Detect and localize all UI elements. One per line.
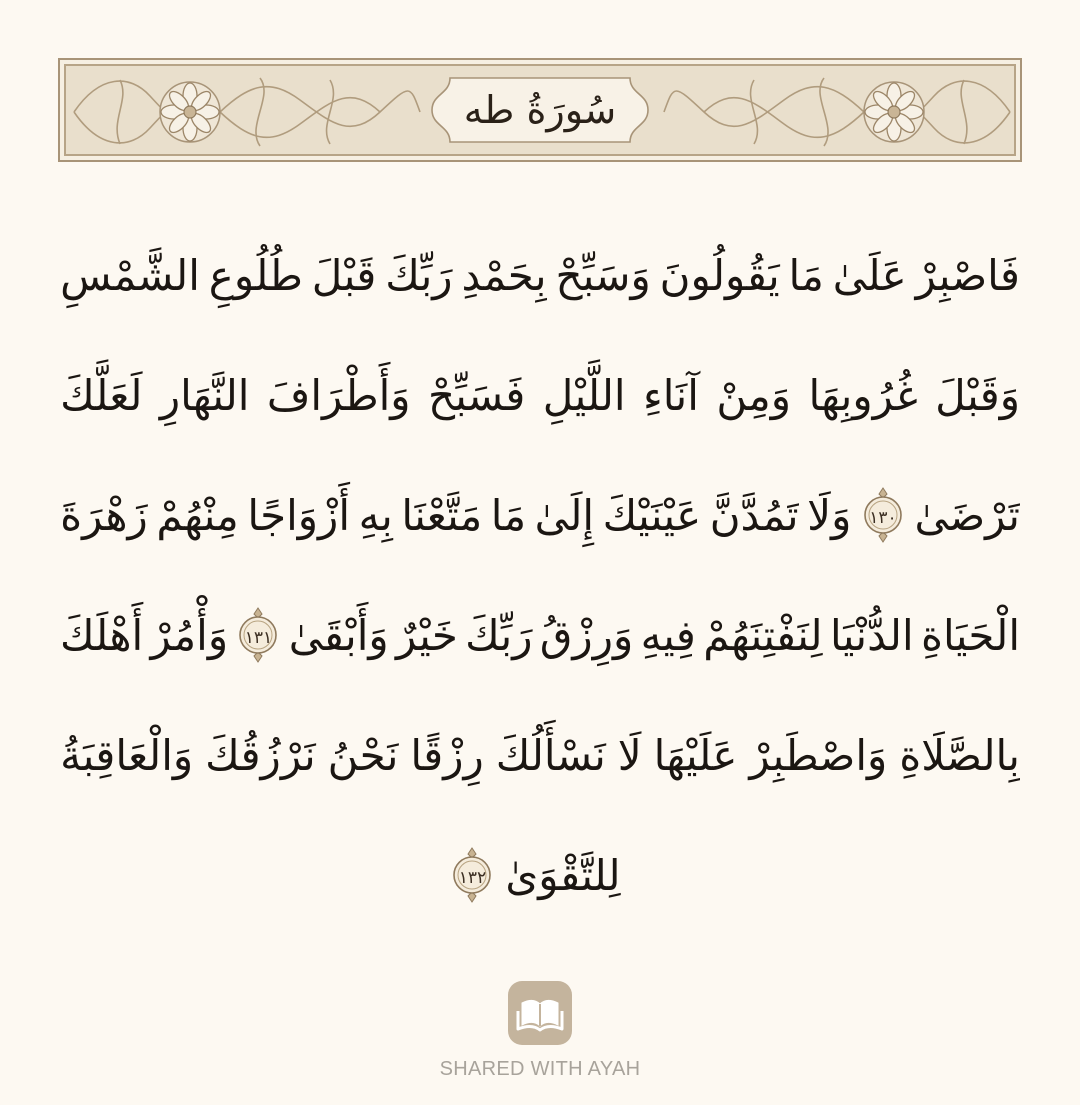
- verse-word: زَهْرَةَ: [60, 490, 148, 540]
- verse-word: رِزْقًا: [410, 730, 484, 780]
- verse-word: رَبِّكَ: [465, 610, 533, 660]
- verse-word: بِهِ: [358, 490, 393, 540]
- verse-word: وَلَا: [807, 490, 852, 540]
- verse-word: فِيهِ: [640, 610, 696, 660]
- verse-word: الدُّنْيَا: [829, 610, 914, 660]
- ayah-number: ١٣٢: [458, 868, 487, 888]
- verse-word: أَهْلَكَ: [60, 610, 144, 660]
- verse-word: مَتَّعْنَا: [401, 490, 483, 540]
- verse-word: نَرْزُقُكَ: [205, 730, 316, 780]
- verse-word: وَمِنْ: [716, 370, 792, 420]
- verse-line-3: [60, 455, 1020, 575]
- verse-word: وَأْمُرْ: [150, 610, 229, 660]
- verse-word: عَلَىٰ: [832, 250, 907, 300]
- verse-line-6: [60, 815, 1020, 935]
- verse-word: قَبْلَ: [311, 250, 377, 300]
- verse-word: نَسْأَلُكَ: [495, 730, 606, 780]
- right-rosette-icon: [864, 82, 924, 142]
- verse-word: الشَّمْسِ: [60, 250, 200, 300]
- ayah-marker-132: [449, 846, 495, 904]
- verse-word: غُرُوبِهَا: [808, 370, 918, 420]
- verse-word: عَلَيْهَا: [653, 730, 738, 780]
- verse-word: تَرْضَىٰ: [914, 490, 1020, 540]
- verse-word: لَا: [617, 730, 642, 780]
- verse-word: نَحْنُ: [327, 730, 399, 780]
- verse-word: وَاصْطَبِرْ: [749, 730, 888, 780]
- verse-word: مَا: [788, 250, 824, 300]
- verse-word: وَسَبِّحْ: [555, 250, 651, 300]
- surah-title: سُورَةُ طه: [463, 88, 617, 132]
- verse-word: طُلُوعِ: [208, 250, 303, 300]
- verse-word: مِنْهُمْ: [156, 490, 239, 540]
- ayah-marker-131: [235, 606, 281, 664]
- verse-word: إِلَىٰ: [534, 490, 595, 540]
- verse-word: يَقُولُونَ: [659, 250, 780, 300]
- verse-word: لِلتَّقْوَىٰ: [505, 850, 621, 900]
- verse-line-1: [60, 215, 1020, 335]
- verse-word: وَالْعَاقِبَةُ: [60, 730, 194, 780]
- verse-word: مَا: [490, 490, 527, 540]
- verse-word: وَأَبْقَىٰ: [288, 610, 389, 660]
- verse-word: الْحَيَاةِ: [920, 610, 1020, 660]
- verse-word: اللَّيْلِ: [542, 370, 626, 420]
- verse-word: وَرِزْقُ: [539, 610, 634, 660]
- verse-word: رَبِّكَ: [385, 250, 453, 300]
- verse-line-2: [60, 335, 1020, 455]
- verse-word: وَقَبْلَ: [935, 370, 1020, 420]
- verse-line-4: [60, 575, 1020, 695]
- verse-word: عَيْنَيْكَ: [602, 490, 702, 540]
- open-book-icon: [508, 981, 572, 1045]
- verse-word: وَأَطْرَافَ: [266, 370, 411, 420]
- verse-word: بِالصَّلَاةِ: [899, 730, 1020, 780]
- ayah-app-logo: [508, 981, 572, 1045]
- verse-word: فَاصْبِرْ: [915, 250, 1020, 300]
- shared-with-label: SHARED WITH AYAH: [439, 1058, 641, 1080]
- surah-header-frame: [58, 58, 1022, 162]
- ayah-number: ١٣٠: [869, 508, 897, 528]
- verse-word: آنَاءِ: [643, 370, 699, 420]
- verse-word: النَّهَارِ: [159, 370, 250, 420]
- ayah-marker-130: [860, 486, 906, 544]
- left-rosette-icon: [160, 82, 220, 142]
- ayah-number: ١٣١: [244, 628, 273, 648]
- verse-word: أَزْوَاجًا: [247, 490, 351, 540]
- verse-word: لِنَفْتِنَهُمْ: [703, 610, 823, 660]
- verse-word: بِحَمْدِ: [461, 250, 547, 300]
- verses-block: [60, 215, 1020, 935]
- verse-line-5: [60, 695, 1020, 815]
- verse-word: لَعَلَّكَ: [60, 370, 143, 420]
- surah-title-cartouche: [428, 74, 652, 146]
- verse-word: خَيْرٌ: [396, 610, 458, 660]
- verse-word: فَسَبِّحْ: [427, 370, 526, 420]
- verse-word: تَمُدَّنَّ: [709, 490, 799, 540]
